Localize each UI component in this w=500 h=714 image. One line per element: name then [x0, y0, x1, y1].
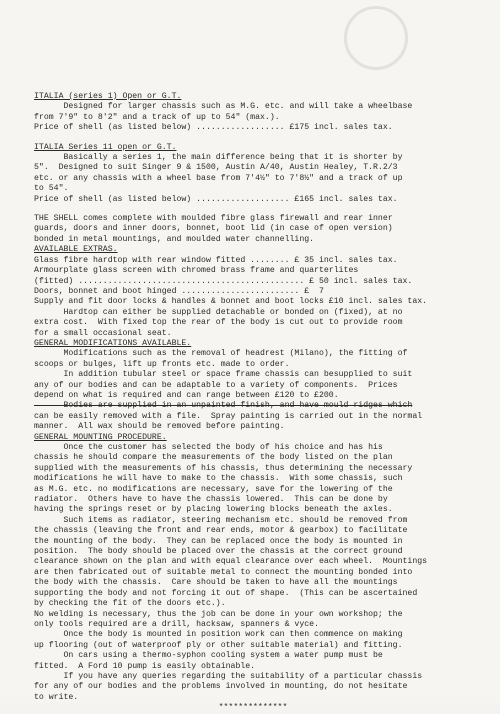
text-line: Hardtop can either be supplied detachable or bonded on (fixed), at no [34, 307, 403, 317]
text-line: Doors, bonnet and boot hinged ........................ £ 7 [34, 286, 324, 296]
text-line: the mounting of the body. They can be replaced once the body is mounted in [34, 536, 403, 546]
text-line: Once the body is mounted in position work can then commence on making [34, 630, 403, 640]
text-line: THE SHELL comes complete with moulded fibre glass firewall and rear inner [34, 214, 393, 224]
text-line: etc. or any chassis with a wheel base from 7'4½" to 7'8½" and a track of up [34, 173, 403, 183]
text-line: Once the customer has selected the body of his choice and has his [34, 443, 383, 452]
text-line: for any of our bodies and the problems involved in mounting, do not hesitate [34, 682, 408, 692]
text-line: supporting the body and not forcing it out of shape. (This can be ascertained [34, 588, 418, 598]
text-line: by checking the fit of the doors etc.). [34, 599, 226, 609]
text-line: Basically a series 1, the main difference being that it is shorter by [34, 153, 403, 163]
text-line: are then fabricated out of suitable metal to connect the mounting bonded into [34, 567, 413, 577]
text-line: Designed for larger chassis such as M.G. etc. and will take a wheelbase [34, 102, 413, 112]
section-heading: ITALIA (series 1) Open or G.T. [34, 92, 182, 101]
text-line: depend on what is required and can range between £120 to £200. [34, 390, 339, 400]
text-line: from 7'9" to 8'2" and a track of up to 54" (max.). [34, 112, 280, 122]
text-line: In addition tubular steel or space frame chassis can besupplied to suit [34, 370, 413, 380]
text-line: On cars using a thermo-syphon cooling system a water pump must be [34, 651, 383, 661]
text-line: Price of shell (as listed below) ................... £165 incl. sales tax. [34, 194, 398, 204]
letterhead-stamp [246, 6, 356, 68]
text-line: Such items as radiator, steering mechanism etc. should be removed from [34, 515, 408, 525]
text-line: extra cost. With fixed top the rear of the body is cut out to provide room [34, 318, 403, 328]
text-line: Supply and fit door locks & handles & bonnet and boot locks £10 incl. sales tax. [34, 297, 428, 307]
text-line: (fitted) .............................................. £ 50 incl. sales tax. [34, 276, 413, 286]
text-line: for a small occasional seat. [34, 328, 172, 338]
text-line: Modifications such as the removal of headrest (Milano), the fitting of [34, 349, 408, 359]
text-line: position. The body should be placed over the chassis at the correct ground [34, 547, 403, 557]
text-line: the chassis (leaving the front and rear ends, motor & gearbox) to facilitate [34, 526, 408, 536]
text-line: bonded in metal mountings, and moulded water channelling. [34, 234, 315, 244]
text-line: chassis he should compare the measurements of the body listed on the plan [34, 453, 393, 463]
section-heading: GENERAL MODIFICATIONS AVAILABLE. [34, 338, 192, 348]
text-line: 5". Designed to suit Singer 9 & 1500, Austin A/40, Austin Healey, T.R.2/3 [34, 163, 398, 173]
text-line: to 54". [34, 184, 69, 194]
paragraph-gap [34, 134, 472, 143]
text-line: can be easily removed with a file. Spray painting is carried out in the normal [34, 411, 423, 421]
letterhead-logo [344, 6, 408, 70]
text-line: supplied with the measurements of his chassis, thus determining the necessary [34, 463, 413, 473]
text-line: fitted. A Ford 10 pump is easily obtainable. [34, 661, 256, 671]
text-line: having the springs reset or by placing lowering blocks beneath the axles. [34, 505, 393, 515]
section-heading: GENERAL MOUNTING PROCEDURE. [34, 432, 167, 442]
text-line: as M.G. etc. no modifications are necessary, save for the lowering of the [34, 484, 393, 494]
text-line: Glass fibre hardtop with rear window fitted ........ £ 35 incl. sales tax. [34, 255, 398, 265]
section-heading: AVAILABLE EXTRAS. [34, 245, 118, 255]
text-line: to write. [34, 692, 79, 702]
text-line: radiator. Others have to have the chassis lowered. This can be done by [34, 495, 388, 505]
text-line: clearance shown on the plan and with equal clearance over each wheel. Mountings [34, 557, 428, 567]
text-line: the body with the chassis. Care should be taken to have all the mountings [34, 578, 398, 588]
document-body [34, 92, 472, 714]
text-line: modifications he will have to make to the chassis. With some chassis, such [34, 474, 403, 484]
text-line: only tools required are a drill, hacksaw, spanners & vyce. [34, 619, 319, 629]
text-line: any of our bodies and can be adaptable to a variety of components. Prices [34, 380, 398, 390]
text-line: If you have any queries regarding the suitability of a particular chassis [34, 671, 423, 681]
text-line: manner. All wax should be removed before painting. [34, 422, 285, 432]
text-line: Armourplate glass screen with chromed brass frame and quarterlites [34, 266, 359, 276]
text-line: guards, doors and inner doors, bonnet, boot lid (in case of open version) [34, 224, 393, 234]
text-line: up flooring (out of waterproof ply or other suitable material) and fitting. [34, 640, 403, 650]
text-line: No welding is necessary, thus the job can be done in your own workshop; the [34, 609, 403, 619]
text-line: Bodies are supplied in an unpainted finish, and have mould ridges which [34, 401, 413, 411]
text-line: Price of shell (as listed below) .................. £175 incl. sales tax. [34, 123, 393, 133]
paragraph-gap [34, 205, 472, 214]
text-line: scoops or bulges, lift up fronts etc. made to order. [34, 359, 290, 369]
text-line: ************** [218, 703, 288, 713]
section-heading: ITALIA Series 11 open or G.T. [34, 142, 177, 152]
